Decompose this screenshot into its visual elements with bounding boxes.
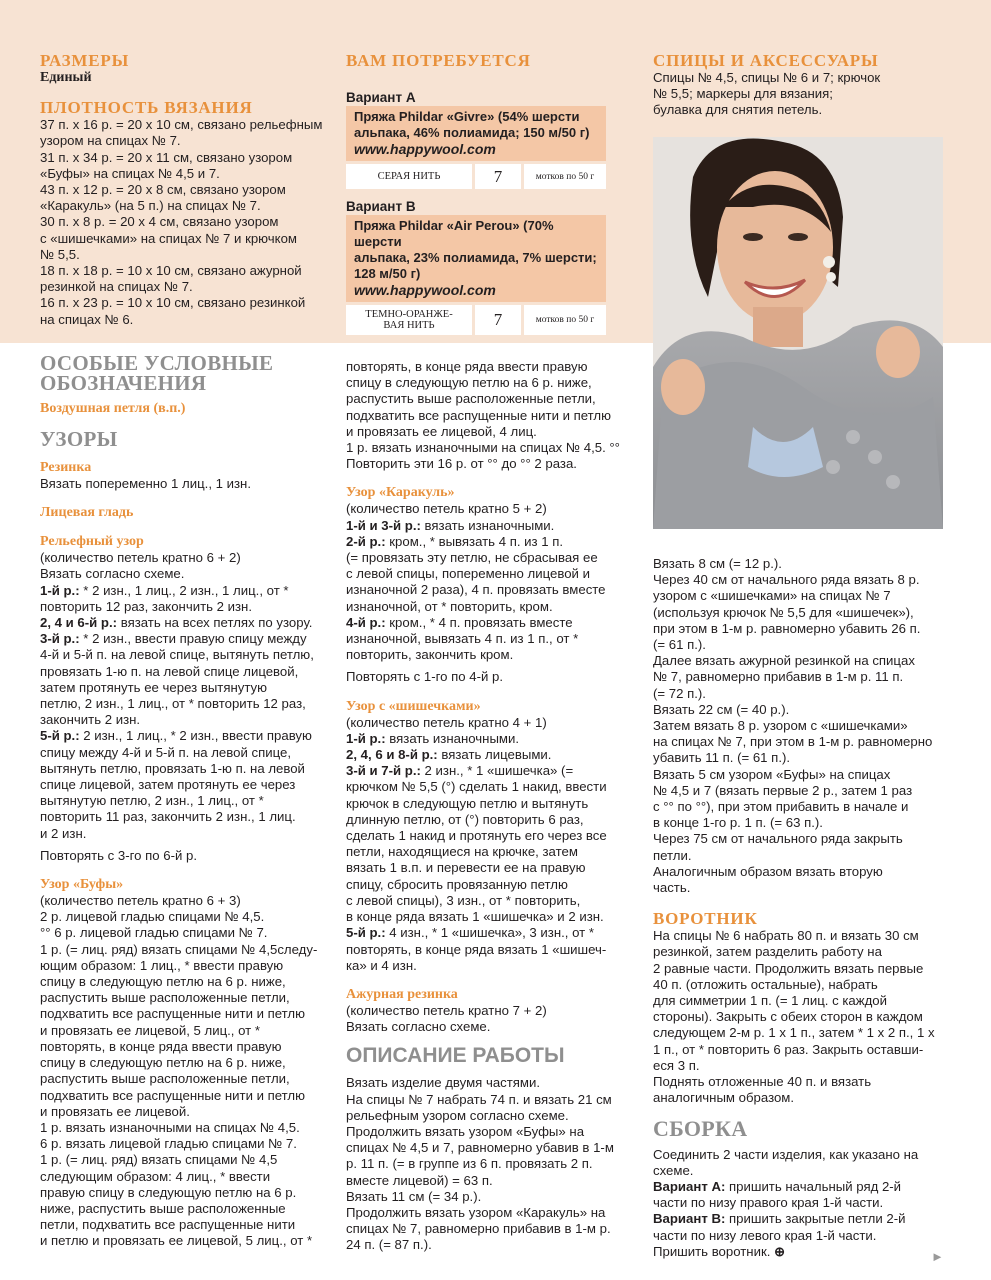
collar-line: аналогичным образом. — [653, 1090, 795, 1106]
needles-line: № 5,5; маркеры для вязания; — [653, 86, 833, 102]
relief-intro: Вязать согласно схеме. — [40, 566, 185, 582]
bufy-line: ниже, распустить выше расположенные — [40, 1200, 286, 1216]
work-line: Через 40 см от начального ряда вязать 8 р. — [653, 572, 920, 588]
special-title-line: ОБОЗНАЧЕНИЯ — [40, 371, 207, 395]
model-photo-illustration — [653, 137, 943, 529]
row-label: 2, 4, 6 и 8-й р.: — [346, 747, 438, 763]
bobble-row-line: вязать 1 в.п. и перевести ее на правую — [346, 860, 586, 876]
variant-b-swatch-row — [346, 305, 616, 335]
row-text: * 2 изн., 1 лиц., 2 изн., 1 лиц., от * — [79, 582, 289, 598]
work-line: (= 61 п.). — [653, 637, 706, 653]
variant-b-unit: мотков по 50 г — [524, 305, 606, 335]
bufy-cont-line: Повторить эти 16 р. от °° до °° 2 раза. — [346, 456, 577, 472]
gauge-line: «Каракуль» (на 5 п.) на спицах № 7. — [40, 198, 261, 214]
relief-title: Рельефный узор — [40, 534, 144, 550]
description-line: Вязать изделие двумя частями. — [346, 1075, 541, 1091]
description-line: Продолжить вязать узором «Каракуль» на — [346, 1204, 606, 1220]
row-label: 3-й и 7-й р.: — [346, 763, 421, 779]
bufy-line: °° 6 р. лицевой гладью спицами № 7. — [40, 925, 268, 941]
collar-line: 2 равные части. Продолжить вязать первые — [653, 960, 924, 976]
bufy-cont-line: спицу в следующую петлю на 6 р. ниже, — [346, 375, 592, 391]
gauge-list — [40, 117, 340, 328]
row-text: кром., * 4 п. провязать вместе — [385, 614, 573, 630]
description-line: спицах № 4,5 и 7, равномерно убавив в 1-м — [346, 1140, 614, 1156]
lace-rib-line: Вязать согласно схеме. — [346, 1019, 491, 1035]
karakul-row-2 — [346, 534, 646, 615]
collar-line: Поднять отложенные 40 п. и вязать — [653, 1074, 872, 1090]
karakul-row-line: повторить, закончить кром. — [346, 647, 514, 663]
karakul-row-line: (= провязать эту петлю, не сбрасывая ее — [346, 550, 598, 566]
gauge-line: 30 п. х 8 р. = 20 х 4 см, связано узором — [40, 214, 279, 230]
relief-row-line: 4-й и 5-й п. на левой спице, вытянуть петлю, — [40, 647, 314, 663]
bobble-row-line — [346, 925, 646, 941]
karakul-row — [346, 518, 646, 534]
chain-stitch-label: Воздушная петля (в.п.) — [40, 401, 186, 416]
relief-row-line: спицу между 4-й и 5-й п. на левой спице, — [40, 744, 291, 760]
gauge-line: 43 п. х 12 р. = 20 х 8 см, связано узором — [40, 182, 286, 198]
row-label: 5-й р.: — [346, 925, 386, 941]
row-text: * 2 изн., ввести правую спицу между — [79, 631, 307, 647]
description-title: ОПИСАНИЕ РАБОТЫ — [346, 1044, 565, 1068]
gauge-line: 16 п. х 23 р. = 10 х 10 см, связано резинкой — [40, 295, 306, 311]
work-line: Вязать 22 см (= 40 р.). — [653, 701, 790, 717]
variant-a-yarn-box — [346, 106, 606, 161]
bufy-line: и провязать ее лицевой. — [40, 1103, 190, 1119]
collar-line: На спицы № 6 набрать 80 п. и вязать 30 см — [653, 928, 919, 944]
karakul-row-line: изнаночной 2 раза), 4 п. провязать вместе — [346, 582, 606, 598]
bufy-line: 1 р. (= лиц. ряд) вязать спицами № 4,5 — [40, 1152, 278, 1168]
relief-repeat: Повторять с 3-го по 6-й р. — [40, 847, 198, 863]
assembly-variant-a-cont: части по низу правого края 1-й части. — [653, 1195, 884, 1211]
relief-row-3 — [40, 631, 340, 728]
rib-title: Резинка — [40, 460, 92, 475]
row-label: 2-й р.: — [346, 533, 386, 549]
next-page-arrow-icon: ► — [931, 1249, 944, 1264]
collar-line: стороны). Закрыть с обеих сторон в каждом — [653, 1009, 923, 1025]
bobble-title: Узор с «шишечками» — [346, 698, 481, 714]
variant-label: Вариант А: — [653, 1178, 726, 1194]
gauge-line: резинкой на спицах № 7. — [40, 279, 193, 295]
model-photo — [653, 137, 943, 529]
work-line: Вязать 8 см (= 12 р.). — [653, 556, 782, 571]
row-text: вязать изнаночными. — [420, 517, 555, 533]
assembly-variant-b — [653, 1211, 953, 1227]
bufy-line: спицу в следующую петлю на 6 р. ниже, — [40, 974, 286, 990]
relief-row-line: вытянуть петлю, провязать 1-ю п. на левой — [40, 760, 305, 776]
relief-row-cont: повторить 12 раз, закончить 2 изн. — [40, 598, 253, 614]
column-3 — [653, 556, 953, 1260]
bobble-intro: (количество петель кратно 4 + 1) — [346, 714, 547, 730]
variant-b-yarn-box — [346, 215, 606, 302]
description-line: На спицы № 7 набрать 74 п. и вязать 21 см — [346, 1091, 612, 1107]
work-line: с °° по °°), при этом прибавить в начале и — [653, 799, 909, 815]
variant-b-url: www.happywool.com — [354, 282, 496, 299]
materials-block — [346, 51, 616, 335]
variant-a-unit: мотков по 50 г — [524, 164, 606, 189]
bufy-continued — [346, 359, 646, 472]
bobble-row — [346, 731, 646, 747]
relief-row-line: провязать 1-ю п. на левой спице лицевой, — [40, 663, 299, 679]
karakul-row-line: изнаночной, от * повторить, кром. — [346, 598, 553, 614]
column-1 — [40, 353, 340, 1250]
collar-line: еся 3 п. — [653, 1057, 700, 1073]
stockinette-title: Лицевая гладь — [40, 505, 134, 521]
gauge-line: на спицах № 6. — [40, 311, 134, 327]
variant-a-yarn-line: альпака, 46% полиамида; 150 м/50 г) — [354, 125, 590, 141]
relief-row-line: закончить 2 изн. — [40, 712, 141, 728]
row-text: вязать лицевыми. — [437, 747, 552, 763]
row-label: 1-й р.: — [40, 582, 80, 598]
relief-row — [40, 583, 340, 599]
relief-row-line: петлю, 2 изн., 1 лиц., от * повторить 12 раз, — [40, 696, 306, 712]
row-label: 4-й р.: — [346, 614, 386, 630]
needles-line: булавка для снятия петель. — [653, 102, 823, 118]
relief-row-line — [40, 631, 340, 647]
bufy-line: распустить выше расположенные петли, — [40, 990, 290, 1006]
bufy-line: спицу в следующую петлю на 6 р. ниже, — [40, 1055, 286, 1071]
sizes-value: Единый — [40, 70, 92, 85]
row-label: 1-й и 3-й р.: — [346, 517, 421, 533]
bufy-cont-line: повторять, в конце ряда ввести правую — [346, 359, 588, 374]
needles-block — [653, 51, 953, 119]
row-text: вязать на всех петлях по узору. — [117, 615, 313, 631]
assembly-intro: схеме. — [653, 1162, 694, 1178]
work-line: Аналогичным образом вязать вторую — [653, 863, 883, 879]
row-text: кром., * вывязать 4 п. из 1 п. — [385, 533, 564, 549]
variant-a-yarn-line: Пряжа Phildar «Givre» (54% шерсти — [354, 109, 580, 125]
gauge-line: с «шишечками» на спицах № 7 и крючком — [40, 230, 297, 246]
work-line: № 7, равномерно прибавив в 1-м р. 11 п. — [653, 669, 904, 685]
variant-text: пришить начальный ряд 2-й — [725, 1178, 902, 1194]
collar-line: резинкой, затем разделить работу на — [653, 944, 882, 960]
relief-row-5 — [40, 728, 340, 841]
row-label: 5-й р.: — [40, 728, 80, 744]
description-line: спицах № 7, равномерно прибавив в 1-м р. — [346, 1221, 611, 1237]
row-label: 3-й р.: — [40, 631, 80, 647]
bufy-line: 6 р. вязать лицевой гладью спицами № 7. — [40, 1136, 297, 1152]
bobble-row-line: крючок в следующую петлю и вытянуть — [346, 795, 589, 811]
bobble-row-3-7 — [346, 763, 646, 925]
relief-row — [40, 615, 340, 631]
row-label: 2, 4 и 6-й р.: — [40, 615, 118, 631]
bufy-line: 2 р. лицевой гладью спицами № 4,5. — [40, 909, 265, 925]
relief-intro: (количество петель кратно 6 + 2) — [40, 550, 241, 566]
row-label: 1-й р.: — [346, 730, 386, 746]
karakul-repeat: Повторять с 1-го по 4-й р. — [346, 669, 504, 685]
work-line: в конце 1-го р. 1 п. (= 63 п.). — [653, 815, 823, 831]
needles-line: Спицы № 4,5, спицы № 6 и 7; крючок — [653, 70, 881, 85]
description-line: вместе лицевой) = 63 п. — [346, 1172, 493, 1188]
bufy-line: (количество петель кратно 6 + 3) — [40, 893, 241, 909]
work-line: убавить 11 п. (= 61 п.). — [653, 750, 791, 766]
bufy-line: подхватить все распущенные нити и петлю — [40, 1087, 306, 1103]
bobble-row — [346, 747, 646, 763]
description-text — [346, 1075, 646, 1253]
final-text: Пришить воротник. — [653, 1243, 771, 1259]
bufy-line: правую спицу в следующую петлю на 6 р. — [40, 1184, 297, 1200]
relief-row-line: затем протянуть ее через вытянутую — [40, 679, 268, 695]
work-line: на спицах № 7, при этом в 1-м р. равномерно — [653, 734, 933, 750]
bufy-line: 1 р. вязать изнаночными на спицах № 4,5. — [40, 1119, 300, 1135]
bufy-line: ющим образом: 1 лиц., * ввести правую — [40, 957, 284, 973]
variant-b-color-line: ВАЯ НИТЬ — [383, 320, 435, 332]
gauge-line: 18 п. х 18 р. = 10 х 10 см, связано ажурной — [40, 263, 302, 279]
assembly-variant-b-cont: части по низу левого края 1-й части. — [653, 1227, 877, 1243]
relief-row-line: и 2 изн. — [40, 825, 87, 841]
bufy-cont-line: распустить выше расположенные петли, — [346, 391, 596, 407]
variant-b-label: Вариант В — [346, 199, 416, 215]
collar-line: следующем 2-м р. 1 х 1 п., затем * 1 х 2 п., 1 х — [653, 1025, 935, 1041]
bufy-line: повторять, в конце ряда ввести правую — [40, 1038, 282, 1054]
sizes-gauge-block — [40, 51, 340, 328]
collar-text — [653, 928, 953, 1106]
bufy-cont-line: и провязать ее лицевой, 4 лиц. — [346, 423, 537, 439]
bufy-line: следующим образом: 4 лиц., * ввести — [40, 1168, 271, 1184]
work-line: при этом в 1-м р. равномерно убавить 26 п. — [653, 620, 921, 636]
work-line: часть. — [653, 880, 691, 896]
bufy-line: 1 р. (= лиц. ряд) вязать спицами № 4,5следу- — [40, 941, 318, 957]
end-mark-icon: ⊕ — [774, 1243, 786, 1259]
relief-row-line: спице лицевой, затем протянуть ее через — [40, 777, 296, 793]
variant-b-color-line: ТЕМНО-ОРАНЖЕ- — [365, 309, 453, 321]
description-line: Вязать 11 см (= 34 р.). — [346, 1188, 482, 1204]
variant-b-yarn-line: альпака, 23% полиамида, 7% шерсти; — [354, 250, 597, 266]
karakul-row-4 — [346, 615, 646, 664]
variant-b-count: 7 — [475, 305, 521, 335]
row-text: 2 изн., * 1 «шишечка» (= — [420, 763, 574, 779]
bobble-row-line: в конце ряда вязать 1 «шишечка» и 2 изн. — [346, 909, 604, 925]
description-line: Продолжить вязать узором «Буфы» на — [346, 1123, 585, 1139]
assembly-final — [653, 1244, 953, 1260]
relief-row-line: вытянутую петлю, 2 изн., 1 лиц., от * — [40, 793, 264, 809]
lace-rib-line: (количество петель кратно 7 + 2) — [346, 1002, 547, 1018]
collar-line: 1 п., от * повторить 6 раз. Закрыть оставши- — [653, 1041, 924, 1057]
column-2 — [346, 359, 646, 1254]
collar-title: ВОРОТНИК — [653, 909, 758, 929]
needles-list — [653, 70, 953, 119]
description-line: 24 п. (= 87 п.). — [346, 1237, 432, 1253]
work-line: № 4,5 и 7 (вязать первые 2 р., затем 1 раз — [653, 782, 913, 798]
sizes-title: РАЗМЕРЫ — [40, 51, 130, 70]
row-text: 4 изн., * 1 «шишечка», 3 изн., от * — [385, 925, 595, 941]
gauge-title: ПЛОТНОСТЬ ВЯЗАНИЯ — [40, 98, 253, 118]
bufy-line: петли, подхватить все распущенные нити — [40, 1217, 296, 1233]
karakul-row-line — [346, 534, 646, 550]
relief-row-line — [40, 728, 340, 744]
description-line: р. 11 п. (= в группе из 6 п. провязать 2 п. — [346, 1156, 593, 1172]
special-title-line: ОСОБЫЕ УСЛОВНЫЕ — [40, 351, 274, 375]
patterns-title: УЗОРЫ — [40, 427, 118, 451]
lace-rib-title: Ажурная резинка — [346, 986, 458, 1002]
rib-text: Вязать попеременно 1 лиц., 1 изн. — [40, 476, 251, 491]
bufy-line: и петлю и провязать ее лицевой, 5 лиц., от * — [40, 1233, 313, 1249]
variant-b-yarn-line: 128 м/50 г) — [354, 266, 421, 282]
bufy-cont-line: подхватить все распущенные нити и петлю — [346, 407, 612, 423]
relief-row-line: повторить 11 раз, закончить 2 изн., 1 лиц. — [40, 809, 296, 825]
bobble-row-line: спицу, сбросить провязанную петлю — [346, 876, 568, 892]
karakul-intro: (количество петель кратно 5 + 2) — [346, 501, 547, 517]
bobble-row-line — [346, 763, 646, 779]
work-line: Затем вязать 8 р. узором с «шишечками» — [653, 718, 908, 734]
work-line: петли. — [653, 847, 692, 863]
assembly-variant-a — [653, 1179, 953, 1195]
karakul-row-line — [346, 615, 646, 631]
gauge-line: № 5,5. — [40, 246, 80, 262]
variant-label: Вариант В: — [653, 1211, 726, 1227]
bobble-row-line: повторять, в конце ряда вязать 1 «шишеч- — [346, 941, 607, 957]
variant-a-swatch-row — [346, 164, 616, 189]
variant-a-url: www.happywool.com — [354, 141, 496, 158]
karakul-title: Узор «Каракуль» — [346, 485, 455, 501]
gauge-line: узором на спицах № 7. — [40, 133, 181, 149]
variant-a-color: СЕРАЯ НИТЬ — [346, 164, 472, 189]
work-line: Далее вязать ажурной резинкой на спицах — [653, 653, 915, 669]
row-text: 2 изн., 1 лиц., * 2 изн., ввести правую — [79, 728, 312, 744]
variant-a-count: 7 — [475, 164, 521, 189]
variant-text: пришить закрытые петли 2-й — [725, 1211, 906, 1227]
work-line: (= 72 п.). — [653, 685, 706, 701]
materials-title: ВАМ ПОТРЕБУЕТСЯ — [346, 51, 531, 70]
bobble-row-line: сделать 1 накид и протянуть его через все — [346, 828, 607, 844]
bobble-row-line: ка» и 4 изн. — [346, 957, 417, 973]
collar-line: для симметрии 1 п. (= 1 лиц. с каждой — [653, 993, 887, 1009]
karakul-row-line: с левой спицы, попеременно лицевой и — [346, 566, 590, 582]
work-line: Вязать 5 см узором «Буфы» на спицах — [653, 766, 891, 782]
assembly-intro: Соединить 2 части изделия, как указано на — [653, 1146, 919, 1162]
bufy-line: и провязать ее лицевой, 5 лиц., от * — [40, 1022, 261, 1038]
bobble-row-line: петли, находящиеся на крючке, затем — [346, 844, 578, 860]
bobble-row-line: крючком № 5,5 (°) сделать 1 накид, ввести — [346, 779, 607, 795]
bobble-row-line: с левой спицы), 3 изн., от * повторить, — [346, 892, 581, 908]
work-continued — [653, 556, 953, 896]
work-line: (используя крючок № 5,5 для «шишечек»), — [653, 604, 914, 620]
bufy-line: подхватить все распущенные нити и петлю — [40, 1006, 306, 1022]
description-line: рельефным узором согласно схеме. — [346, 1107, 569, 1123]
gauge-line: «Буфы» на спицах № 4,5 и 7. — [40, 165, 220, 181]
bufy-cont-line: 1 р. вязать изнаночными на спицах № 4,5. °° — [346, 440, 620, 456]
assembly-title: СБОРКА — [653, 1115, 748, 1141]
bufy-line: распустить выше расположенные петли, — [40, 1071, 290, 1087]
bufy-title: Узор «Буфы» — [40, 877, 124, 893]
work-line: узором с «шишечками» на спицах № 7 — [653, 588, 891, 604]
variant-b-yarn-line: Пряжа Phildar «Air Perou» (70% шерсти — [354, 218, 554, 250]
variant-b-color — [346, 305, 472, 335]
gauge-line: 37 п. х 16 р. = 20 х 10 см, связано рельефным — [40, 117, 323, 133]
variant-a-label: Вариант А — [346, 90, 416, 105]
needles-title: СПИЦЫ И АКСЕССУАРЫ — [653, 51, 879, 70]
row-text: вязать изнаночными. — [385, 730, 520, 746]
bobble-row-line: длинную петлю, от (°) повторить 6 раз, — [346, 811, 584, 827]
karakul-row-line: изнаночной, вывязать 4 п. из 1 п., от * — [346, 631, 579, 647]
bufy-text — [40, 893, 340, 1249]
collar-line: 40 п. (отложить остальные), набрать — [653, 976, 878, 992]
work-line: Через 75 см от начального ряда закрыть — [653, 831, 903, 847]
bobble-row-5 — [346, 925, 646, 974]
gauge-line: 31 п. х 34 р. = 20 х 11 см, связано узором — [40, 149, 293, 165]
